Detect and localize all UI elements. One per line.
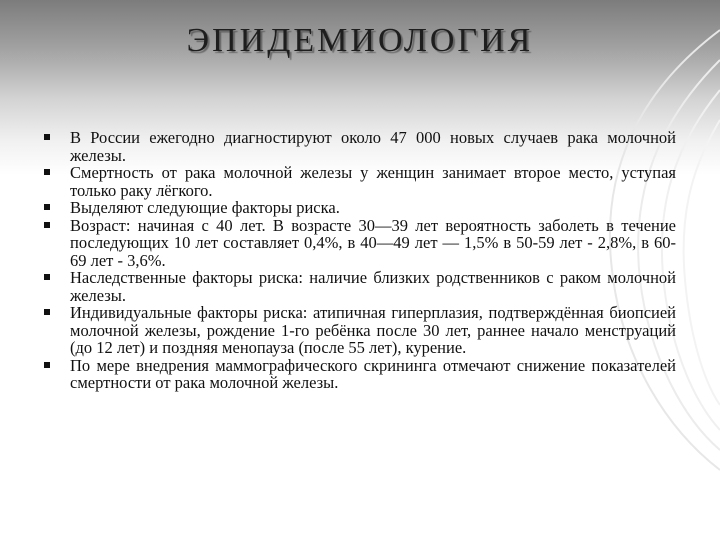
square-bullet-icon (44, 309, 50, 315)
bullet-list (40, 129, 676, 392)
bullet-text: Выделяют следующие факторы риска. (70, 198, 340, 217)
bullet-item (40, 357, 676, 392)
bullet-text: Наследственные факторы риска: наличие близких родственников с раком молочной железы. (70, 268, 676, 305)
bullet-text: Смертность от рака молочной железы у женщин занимает второе место, уступая только раку лёгкого. (70, 163, 676, 200)
square-bullet-icon (44, 222, 50, 228)
bullet-item (40, 269, 676, 304)
bullet-item (40, 304, 676, 357)
bullet-item (40, 129, 676, 164)
bullet-text: Индивидуальные факторы риска: атипичная гиперплазия, подтверждённая биопсией молочной железы, рождение 1-го ребёнка после 30 лет, раннее начало менструаций (до 12 лет) и поздняя менопауза (после 55 лет), курение. (70, 303, 676, 357)
bullet-text: В России ежегодно диагностируют около 47 000 новых случаев рака молочной железы. (70, 128, 676, 165)
square-bullet-icon (44, 362, 50, 368)
bullet-text: По мере внедрения маммографического скрининга отмечают снижение показателей смертности от рака молочной железы. (70, 355, 676, 392)
square-bullet-icon (44, 274, 50, 280)
square-bullet-icon (44, 204, 50, 210)
slide-title: ЭПИДЕМИОЛОГИЯ (186, 22, 534, 59)
bullet-item (40, 217, 676, 270)
bullet-item (40, 164, 676, 199)
bullet-item (40, 199, 676, 217)
square-bullet-icon (44, 169, 50, 175)
square-bullet-icon (44, 134, 50, 140)
bullet-text: Возраст: начиная с 40 лет. В возрасте 30—39 лет вероятность заболеть в течение последующих 10 лет составляет 0,4%, в 40—49 лет — 1,5% в 50-59 лет - 2,8%, в 60-69 лет - 3,6%. (70, 215, 676, 270)
